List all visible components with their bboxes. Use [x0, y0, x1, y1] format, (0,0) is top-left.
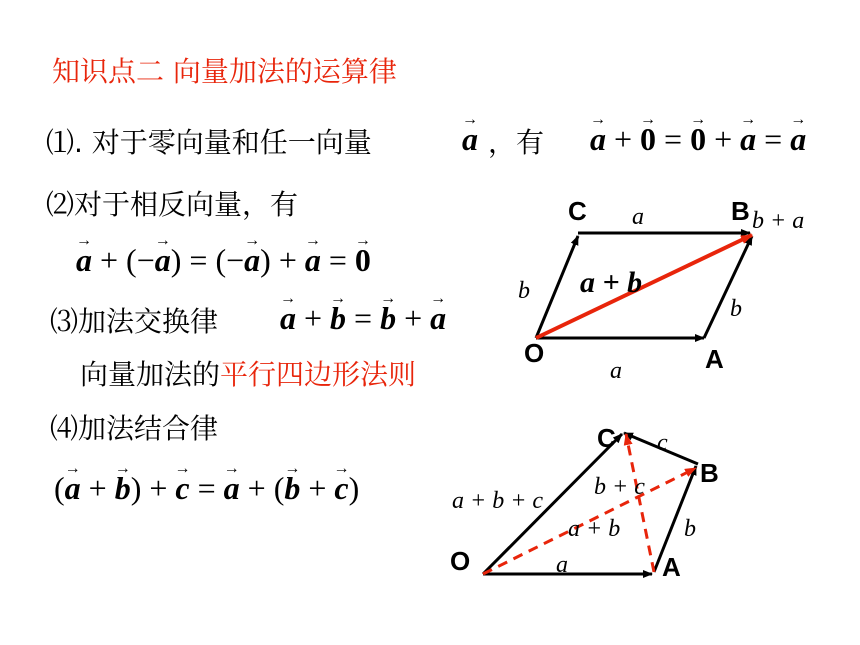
label-ab: b	[730, 296, 742, 322]
label-ac: b + c	[594, 474, 645, 500]
point-c-label: C	[568, 196, 587, 226]
item-4-text: ⑷加法结合律	[50, 412, 219, 445]
label-bc: c	[657, 430, 668, 456]
item-1-text-mid: ，有	[488, 126, 545, 159]
item-1-vector-a: → a	[462, 121, 478, 158]
parallelogram-diagram	[518, 196, 804, 384]
point-a2-label: A	[662, 552, 681, 582]
vector-ab	[704, 236, 752, 338]
vector-ac-dashed	[626, 434, 654, 572]
label-ob: a + b	[580, 266, 643, 299]
parallelogram-rule-prefix: 向量加法的	[80, 358, 221, 391]
vector-ob-sum	[536, 235, 752, 338]
item-1-text: ⑴. 对于零向量和任一向量	[46, 126, 372, 159]
label-ob2: a + b	[568, 516, 621, 542]
point-b2-label: B	[700, 458, 719, 488]
parallelogram-rule-highlight: 平行四边形法则	[220, 358, 417, 391]
item-2-text: ⑵对于相反向量，有	[46, 188, 299, 221]
item-3-text: ⑶加法交换律	[50, 305, 219, 338]
associative-diagram	[450, 423, 719, 582]
label-oc2: a + b + c	[452, 488, 544, 514]
zero-vector-formula: → a + → 0 = → 0 + → a = → a	[590, 121, 806, 158]
point-o2-label: O	[450, 546, 471, 576]
label-oc: b	[518, 278, 530, 304]
commutative-law-formula: → a + → b = → b + → a	[280, 300, 446, 337]
label-ab2: b	[684, 516, 696, 542]
label-oa: a	[610, 358, 622, 384]
point-o-label: O	[524, 338, 545, 368]
label-cb: a	[632, 204, 644, 230]
associative-law-formula: (→ a + → b) + → c = → a + (→ b + → c)	[54, 470, 359, 507]
label-oa2: a	[556, 552, 568, 578]
point-a-label: A	[705, 344, 724, 374]
point-b-label: B	[731, 196, 750, 226]
label-corner: b + a	[752, 208, 805, 234]
opposite-vector-formula: → a + (−→ a) = (−→ a) + → a = → 0	[76, 242, 371, 279]
point-c2-label: C	[597, 423, 616, 453]
page-title: 知识点二 向量加法的运算律	[52, 55, 397, 88]
